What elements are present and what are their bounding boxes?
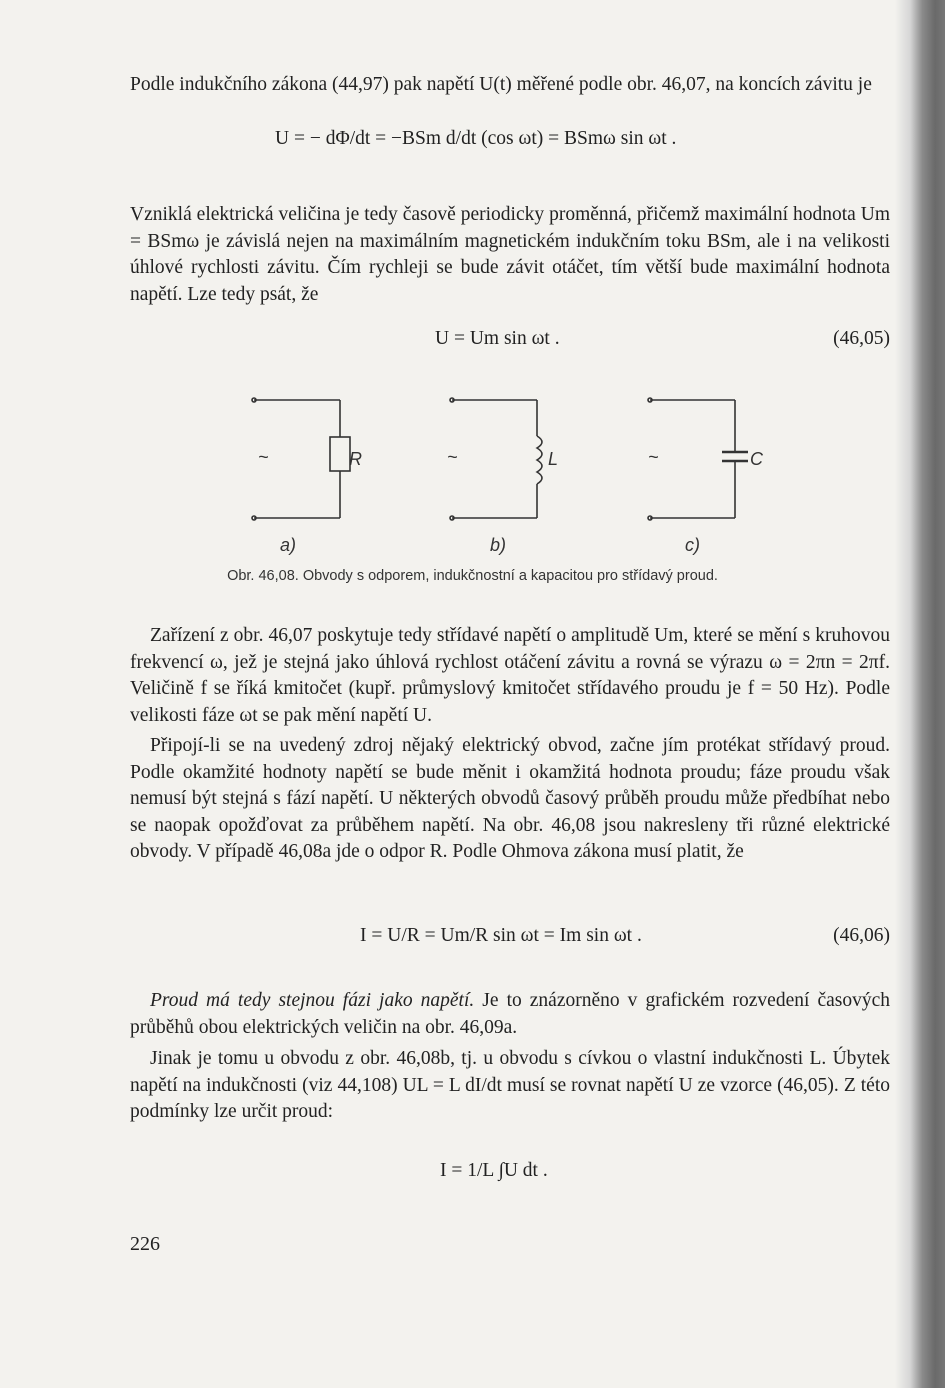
circuit-a-tilde: ~ bbox=[258, 447, 269, 467]
equation-2-number: (46,05) bbox=[833, 328, 890, 349]
equation-3-number: (46,06) bbox=[833, 925, 890, 946]
circuit-c-tilde: ~ bbox=[648, 447, 659, 467]
circuit-b-label: b) bbox=[490, 535, 507, 555]
equation-3: I = U/R = Um/R sin ωt = Im sin ωt . bbox=[360, 925, 642, 946]
equation-1-text: U = − dΦ/dt = −BSm d/dt (cos ωt) = BSmω sin ωt . bbox=[275, 128, 677, 149]
equation-2: U = Um sin ωt . bbox=[435, 328, 560, 349]
paragraph-6: Jinak je tomu u obvodu z obr. 46,08b, tj. u obvodu s cívkou o vlastní indukčnosti L. Úbytek napětí na indukčnosti (viz 44,108) UL = L dI/dt musí se rovnat napětí U ze vzorce (46,05). Z této podmínky lze určit proud: bbox=[130, 1048, 890, 1122]
paragraph-1: Podle indukčního zákona (44,97) pak napětí U(t) měřené podle obr. 46,07, na koncích závitu je bbox=[130, 74, 872, 95]
paragraph-3: Zařízení z obr. 46,07 poskytuje tedy střídavé napětí o amplitudě Um, které se mění s kruhovou frekvencí ω, jež je stejná jako úhlová rychlost otáčení závitu a rovná se výrazu ω = 2πn = 2πf. Veličině f se říká kmitočet (kupř. průmyslový kmitočet střídavého proudu je f = 50 Hz). Podle velikosti fáze ωt se pak mění napětí U. bbox=[130, 625, 890, 726]
paragraph-2: Vzniklá elektrická veličina je tedy časově periodicky proměnná, přičemž maximální hodnota Um = BSmω je závislá nejen na maximálním magnetickém indukčním toku BSm, ale i na velikosti úhlové rychlosti závitu. Čím rychleji se bude závit otáčet, tím větší bude maximální hodnota napětí. Lze tedy psát, že bbox=[130, 204, 890, 305]
circuit-a-element-label: R bbox=[349, 449, 362, 469]
circuit-figure bbox=[0, 390, 945, 565]
inductor-l bbox=[537, 436, 542, 484]
figure-caption: Obr. 46,08. Obvody s odporem, indukčnostní a kapacitou pro střídavý proud. bbox=[227, 568, 718, 584]
paragraph-4: Připojí-li se na uvedený zdroj nějaký elektrický obvod, začne jím protékat střídavý proud. Podle okamžité hodnoty napětí se bude měnit i okamžitá hodnota proudu; fáze proudu však nemusí být stejná s fází napětí. U některých obvodů časový průběh proudu může předbíhat nebo se naopak opožďovat za průběhem napětí. Na obr. 46,08 jsou nakresleny tři různé elektrické obvody. V případě 46,08a jde o odpor R. Podle Ohmova zákona musí platit, že bbox=[130, 735, 890, 862]
paragraph-5 bbox=[130, 988, 890, 1041]
paragraph-5-rest: Je to znázorněno v grafickém rozvedení časových průběhů obou elektrických veličin na obr. 46,09a. bbox=[130, 990, 890, 1038]
page-number: 226 bbox=[130, 1233, 160, 1255]
circuit-b-element-label: L bbox=[548, 449, 559, 469]
resistor-r bbox=[330, 437, 350, 471]
circuit-c-element-label: C bbox=[750, 449, 763, 469]
paragraph-5-italic: Proud má tedy stejnou fázi jako napětí. bbox=[150, 990, 475, 1011]
circuit-c-label: c) bbox=[685, 535, 700, 555]
equation-4: I = 1/L ∫U dt . bbox=[440, 1160, 548, 1181]
circuit-a-label: a) bbox=[280, 535, 297, 555]
page-edge-shadow bbox=[895, 0, 945, 1388]
circuit-b-tilde: ~ bbox=[447, 447, 458, 467]
equation-1 bbox=[275, 128, 676, 150]
